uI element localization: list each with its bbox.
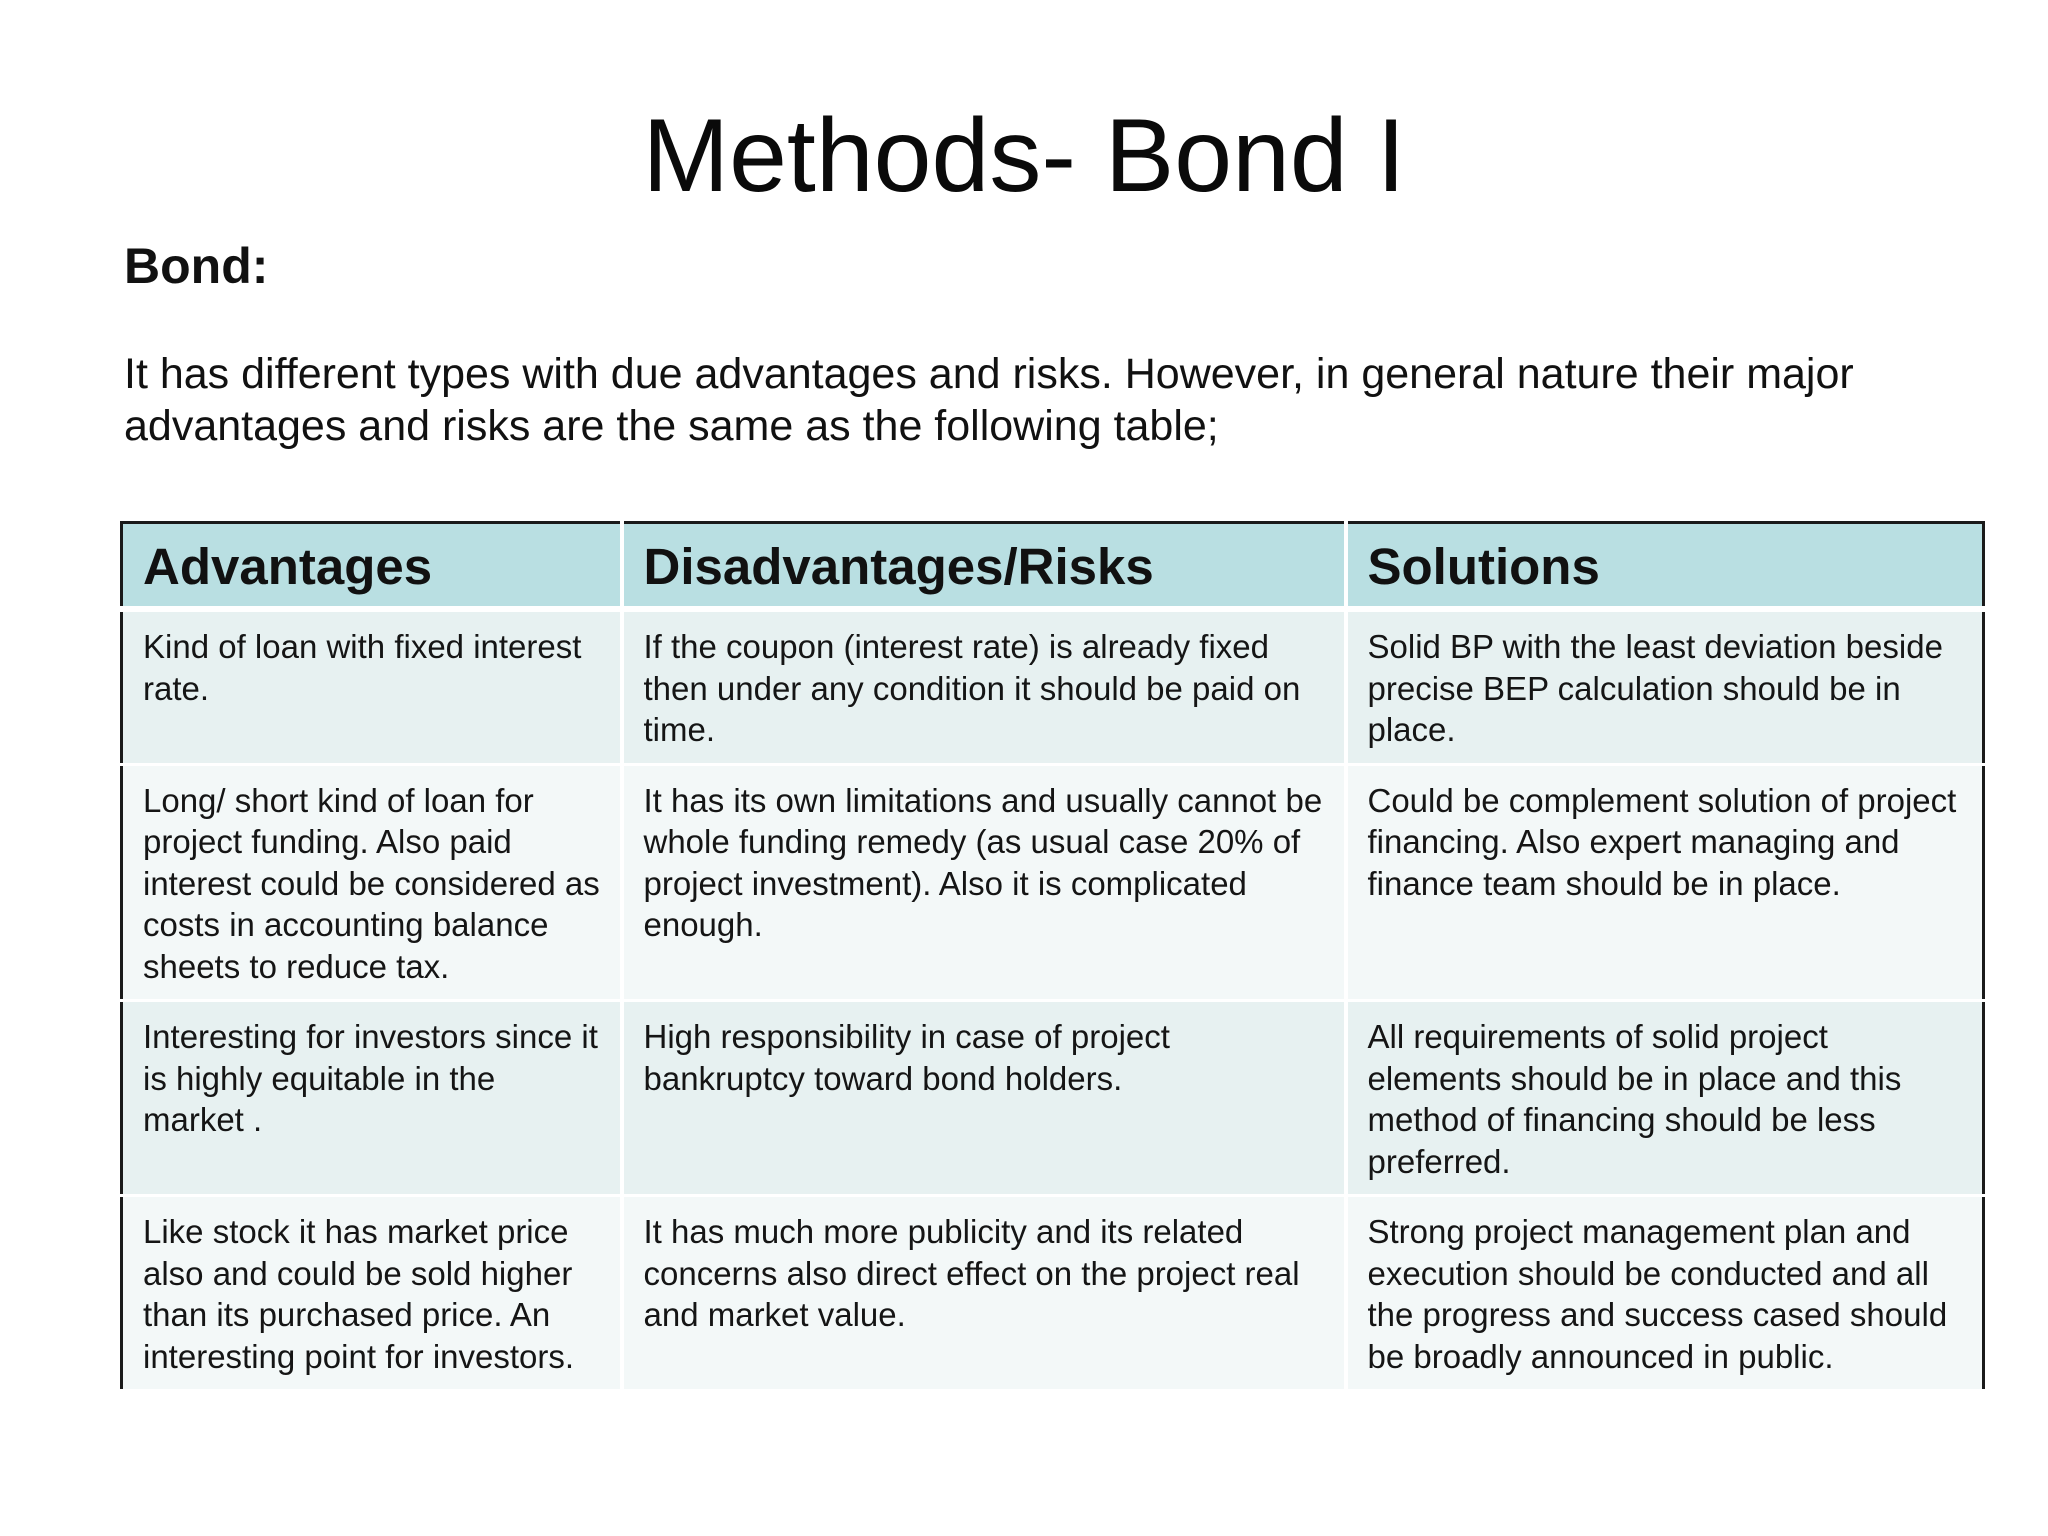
solution-cell: Could be complement solution of project financing. Also expert managing and finance team should be in place. [1346,764,1984,1001]
risk-cell: It has its own limitations and usually cannot be whole funding remedy (as usual case 20% of project investment). Also it is complicated enough. [622,764,1346,1001]
header-disadvantages-risks: Disadvantages/Risks [622,523,1346,610]
bond-comparison-table [120,521,1985,1392]
table-row [122,1196,1984,1391]
solution-cell: Solid BP with the least deviation beside precise BEP calculation should be in place. [1346,609,1984,764]
advantage-cell: Like stock it has market price also and could be sold higher than its purchased price. An interesting point for investors. [122,1196,622,1391]
risk-cell: If the coupon (interest rate) is already fixed then under any condition it should be paid on time. [622,609,1346,764]
advantage-cell: Kind of loan with fixed interest rate. [122,609,622,764]
advantage-cell: Long/ short kind of loan for project funding. Also paid interest could be considered as costs in accounting balance sheets to reduce tax. [122,764,622,1001]
table-header-row [122,523,1984,610]
risk-cell: It has much more publicity and its related concerns also direct effect on the project real and market value. [622,1196,1346,1391]
intro-paragraph: It has different types with due advantages and risks. However, in general nature their major advantages and risks are the same as the following table; [124,350,1854,450]
slide-title: Methods- Bond I [642,98,1406,214]
advantage-cell: Interesting for investors since it is highly equitable in the market . [122,1001,622,1196]
solution-cell: Strong project management plan and execution should be conducted and all the progress and success cased should be broadly announced in public. [1346,1196,1984,1391]
header-solutions: Solutions [1346,523,1984,610]
table-row [122,1001,1984,1196]
section-heading: Bond: [124,238,269,294]
header-advantages: Advantages [122,523,622,610]
table-row [122,609,1984,764]
risk-cell: High responsibility in case of project bankruptcy toward bond holders. [622,1001,1346,1196]
solution-cell: All requirements of solid project elements should be in place and this method of financing should be less preferred. [1346,1001,1984,1196]
table-row [122,764,1984,1001]
